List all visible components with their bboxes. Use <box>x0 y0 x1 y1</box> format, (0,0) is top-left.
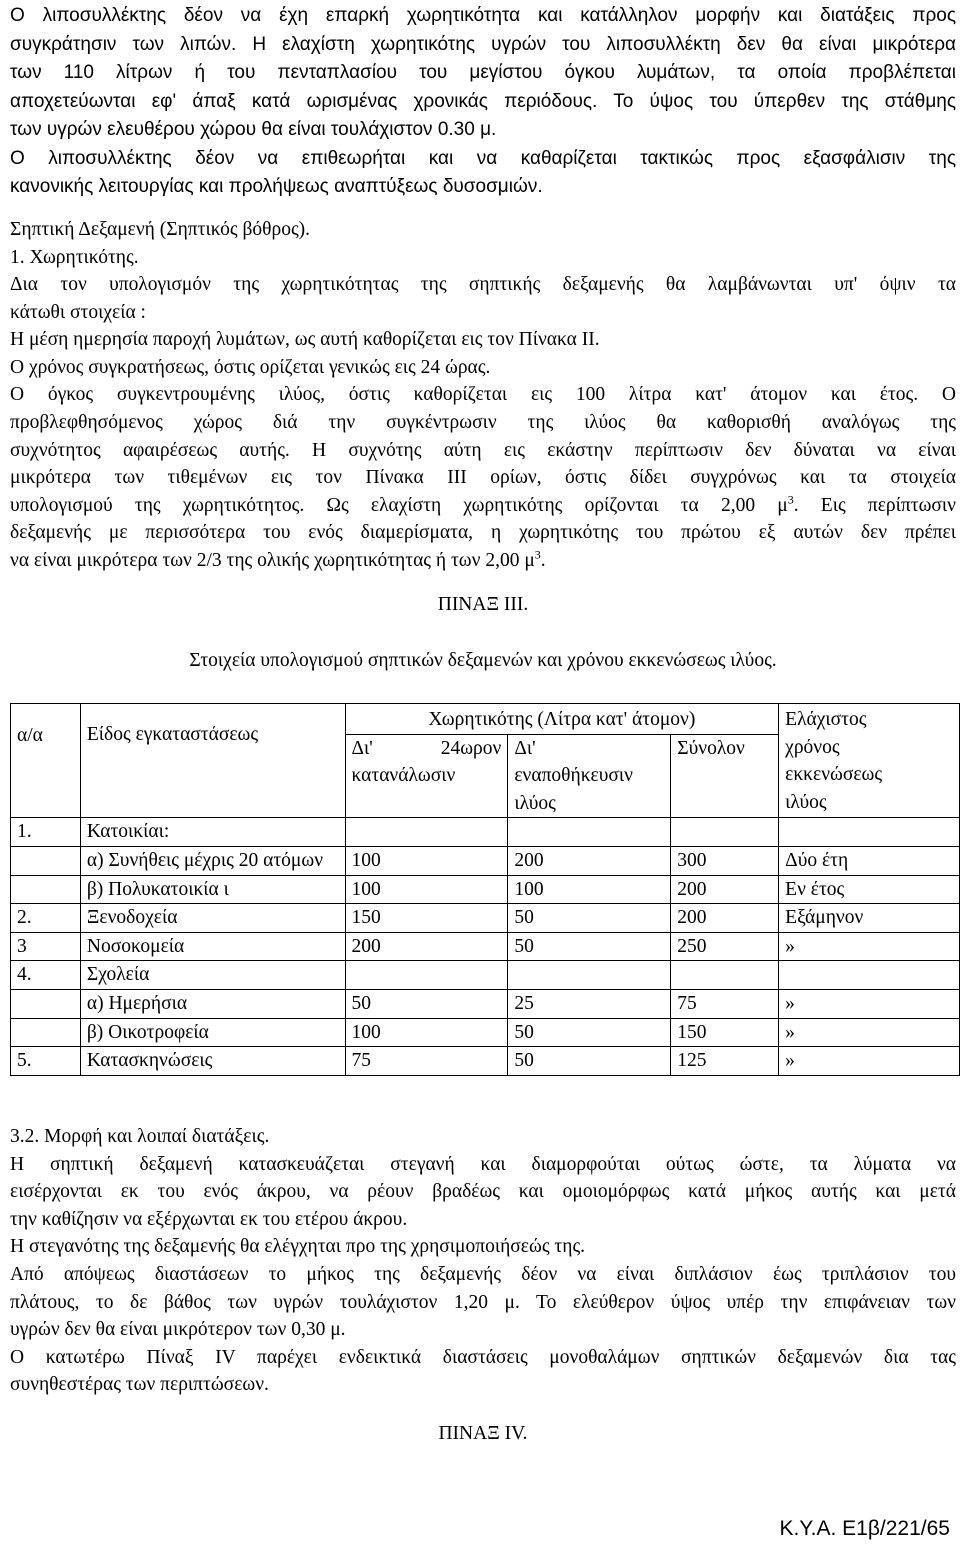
capacity-line: Ο όγκος συγκεντρουμένης ιλύος, όστις καθορίζεται εις 100 λίτρα κατ' άτομον και έτος. Ο <box>10 384 956 406</box>
table-cell-storage: 200 <box>508 846 671 875</box>
subsection-title: 1. Χωρητικότης. <box>10 246 139 268</box>
capacity-line: προβλεφθησόμενος χώρος διά την συγκέντρωσιν της ιλύος θα καθορισθή αναλόγως της <box>10 411 956 433</box>
table-cell-total: 150 <box>671 1018 779 1047</box>
superscript: 3 <box>534 547 541 562</box>
table-cell-storage: 100 <box>508 875 671 904</box>
table-cell-type: β) Πολυκατοικία ι <box>80 875 345 904</box>
header-type-text: Είδος εγκαταστάσεως <box>86 723 259 745</box>
table4-title: ΠΙΝΑΞ ΙV. <box>438 1423 528 1444</box>
header-daily-text: Δι' 24ωρον <box>351 737 502 759</box>
intro-paragraph <box>10 2 956 202</box>
form-line: Ο κατωτέρω Πίναξ ΙV παρέχει ενδεικτικά διαστάσεις μονοθαλάμων σηπτικών δεξαμενών δια τας <box>10 1346 956 1368</box>
table-cell-daily: 50 <box>345 989 508 1018</box>
table-cell-time: » <box>779 932 960 961</box>
table-cell-daily: 100 <box>345 1018 508 1047</box>
table-cell-total: 200 <box>671 875 779 904</box>
intro-line: αποχετεύωνται εφ' άπαξ κατά ωρισμένας χρονικάς περιόδους. Το ύψος του ύπερθεν της στάθμης <box>10 90 956 112</box>
header-time <box>779 704 960 818</box>
table-cell-daily: 200 <box>345 932 508 961</box>
form-line: υγρών δεν θα είναι μικρότερον των 0,30 μ. <box>10 1319 346 1341</box>
capacity-text: υπολογισμού της χωρητικότητος. Ως ελαχίστη χωρητικότης ορίζονται τα 2,00 μ <box>10 494 788 516</box>
capacity-line: Δια τον υπολογισμόν της χωρητικότητας της σηπτικής δεξαμενής θα λαμβάνωνται υπ' όψιν τα <box>10 274 956 295</box>
table3-caption: Στοιχεία υπολογισμού σηπτικών δεξαμενών και χρόνου εκκενώσεως ιλύος. <box>189 650 777 671</box>
capacity-paragraph <box>10 271 956 575</box>
header-daily-text: κατανάλωσιν <box>351 765 456 787</box>
table-row <box>11 1047 960 1076</box>
table-cell-total: 250 <box>671 932 779 961</box>
form-line: Η στεγανότης της δεξαμενής θα ελέγχηται προ της χρησιμοποιήσεώς της. <box>10 1236 586 1258</box>
table-cell-daily <box>345 818 508 847</box>
table-cell-time: » <box>779 989 960 1018</box>
table-cell-time <box>779 961 960 990</box>
superscript: 3 <box>787 492 794 507</box>
table-cell-no: 4. <box>11 961 81 990</box>
table-cell-storage: 50 <box>508 1018 671 1047</box>
table-cell-total: 200 <box>671 904 779 933</box>
intro-line: των υγρών ελευθέρου χώρου θα είναι τουλάχιστον 0.30 μ. <box>10 119 497 140</box>
form-line: συνηθεστέρας των περιπτώσεων. <box>10 1374 269 1396</box>
header-time-text: χρόνος <box>785 736 840 758</box>
table-cell-storage <box>508 818 671 847</box>
intro-line: των 110 λίτρων ή του πενταπλασίου του μεγίστου όγκου λυμάτων, τα οποία προβλέπεται <box>10 62 956 83</box>
table-cell-time: » <box>779 1018 960 1047</box>
table-cell-type: α) Συνήθεις μέχρις 20 ατόμων <box>80 846 345 875</box>
capacity-text: . <box>540 549 546 571</box>
form-heading: 3.2. Μορφή και λοιπαί διατάξεις. <box>10 1126 270 1147</box>
table-cell-daily: 150 <box>345 904 508 933</box>
table-row <box>11 1018 960 1047</box>
table-cell-daily: 75 <box>345 1047 508 1076</box>
header-storage-text: ιλύος <box>514 792 556 814</box>
header-type <box>80 704 345 818</box>
table-cell-daily <box>345 961 508 990</box>
header-time-text: εκκενώσεως <box>785 764 883 786</box>
table-row <box>11 932 960 961</box>
capacity-line: μικρότερα των τιθεμένων εις τον Πίνακα ΙΙΙ ορίων, όστις δίδει συγχρόνως και τα στοιχεία <box>10 467 956 489</box>
form-line: εισέρχονται εκ του ενός άκρου, να ρέουν βραδέως και ομοιομόρφως κατά μήκος αυτής και μετά <box>10 1181 956 1203</box>
header-capacity: Χωρητικότης (Λίτρα κατ' άτομον) <box>345 704 779 735</box>
capacity-line: Ο χρόνος συγκρατήσεως, όστις ορίζεται γενικώς εις 24 ώρας. <box>10 356 491 378</box>
table3-body <box>11 818 960 1075</box>
header-daily <box>345 734 508 818</box>
capacity-line: συχνότητος αφαιρέσεως αυτής. Η συχνότης αύτη εις εκάστην περίπτωσιν δεν δύναται να είναι <box>10 439 956 461</box>
table-cell-type: β) Οικοτροφεία <box>80 1018 345 1047</box>
table-cell-no: 3 <box>11 932 81 961</box>
table-cell-storage <box>508 961 671 990</box>
table-cell-no <box>11 846 81 875</box>
table-row <box>11 904 960 933</box>
form-line: την καθίζησιν να εξέρχωνται εκ του ετέρου άκρου. <box>10 1208 408 1230</box>
table3-title: ΠΙΝΑΞ ΙΙΙ. <box>437 594 529 615</box>
table-cell-storage: 50 <box>508 932 671 961</box>
table-cell-time <box>779 818 960 847</box>
table-cell-total: 75 <box>671 989 779 1018</box>
table-cell-no: 5. <box>11 1047 81 1076</box>
table-cell-type: Κατοικίαι: <box>80 818 345 847</box>
form-line: πλάτους, το δε βάθος των υγρών τουλάχιστον 1,20 μ. Το ελεύθερον ύψος υπέρ την επιφάνειαν των <box>10 1291 956 1313</box>
intro-line: συγκράτησιν των λιπών. Η ελαχίστη χωρητικότης υγρών του λιποσυλλέκτη δεν θα είναι μικρότερα <box>10 33 956 55</box>
intro-line: Ο λιποσυλλέκτης δέον να επιθεωρήται και να καθαρίζεται τακτικώς προς εξασφάλισιν της <box>10 147 956 169</box>
header-time-text: ιλύος <box>785 791 827 813</box>
capacity-text: . Εις περίπτωσιν <box>793 494 956 516</box>
table3 <box>10 703 960 1076</box>
table-row <box>11 875 960 904</box>
section-title <box>10 216 956 271</box>
table-cell-no: 2. <box>11 904 81 933</box>
header-no-text: α/α <box>17 724 43 746</box>
table-row <box>11 989 960 1018</box>
table-cell-total: 125 <box>671 1047 779 1076</box>
intro-line: κανονικής λειτουργίας και προλήψεως αναπτύξεως δυσοσμιών. <box>10 176 543 197</box>
table-cell-type: Ξενοδοχεία <box>80 904 345 933</box>
capacity-line <box>10 492 956 520</box>
form-section <box>10 1123 956 1399</box>
table-cell-type: Νοσοκομεία <box>80 932 345 961</box>
capacity-text: να είναι μικρότερα των 2/3 της ολικής χωρητικότητας ή των 2,00 μ <box>10 549 535 571</box>
table-cell-type: Σχολεία <box>80 961 345 990</box>
table-row <box>11 818 960 847</box>
table-cell-storage: 50 <box>508 904 671 933</box>
table-cell-time: » <box>779 1047 960 1076</box>
header-storage-text: Δι' <box>514 737 536 759</box>
table-cell-time: Εν έτος <box>779 875 960 904</box>
table-cell-time: Εξάμηνον <box>779 904 960 933</box>
table-cell-total <box>671 961 779 990</box>
table-cell-daily: 100 <box>345 875 508 904</box>
table-cell-total: 300 <box>671 846 779 875</box>
header-time-text: Ελάχιστος <box>785 709 867 730</box>
capacity-line <box>10 547 956 575</box>
table-cell-total <box>671 818 779 847</box>
header-total: Σύνολον <box>671 734 779 818</box>
capacity-line: δεξαμενής με περισσότερα του ενός διαμερίσματα, η χωρητικότης του πρώτου εξ αυτών δεν πρέπει <box>10 522 956 544</box>
table-row <box>11 846 960 875</box>
table-cell-type: Κατασκηνώσεις <box>80 1047 345 1076</box>
table-header-row <box>11 704 960 735</box>
table-cell-daily: 100 <box>345 846 508 875</box>
table-cell-storage: 25 <box>508 989 671 1018</box>
table-row <box>11 961 960 990</box>
table-cell-no <box>11 989 81 1018</box>
intro-line: Ο λιποσυλλέκτης δέον να έχη επαρκή χωρητικότητα και κατάλληλον μορφήν και διατάξεις προς <box>10 5 956 26</box>
capacity-line: Η μέση ημερησία παροχή λυμάτων, ως αυτή καθορίζεται εις τον Πίνακα ΙΙ. <box>10 329 600 351</box>
capacity-line: κάτωθι στοιχεία : <box>10 301 146 323</box>
form-line: Η σηπτική δεξαμενή κατασκευάζεται στεγανή και διαμορφούται ούτως ώστε, τα λύματα να <box>10 1153 956 1175</box>
header-no <box>11 704 81 818</box>
table-cell-storage: 50 <box>508 1047 671 1076</box>
section-title-text: Σηπτική Δεξαμενή (Σηπτικός βόθρος). <box>10 219 311 240</box>
table-cell-no <box>11 875 81 904</box>
header-storage-text: εναποθήκευσιν <box>514 765 633 787</box>
table-cell-no: 1. <box>11 818 81 847</box>
table-cell-type: α) Ημερήσια <box>80 989 345 1018</box>
table-cell-no <box>11 1018 81 1047</box>
page-footer: Κ.Υ.Α. Ε1β/221/65 <box>779 1517 950 1540</box>
header-storage <box>508 734 671 818</box>
table-cell-time: Δύο έτη <box>779 846 960 875</box>
form-line: Από απόψεως διαστάσεων το μήκος της δεξαμενής δέον να είναι διπλάσιον έως τριπλάσιον του <box>10 1263 956 1285</box>
